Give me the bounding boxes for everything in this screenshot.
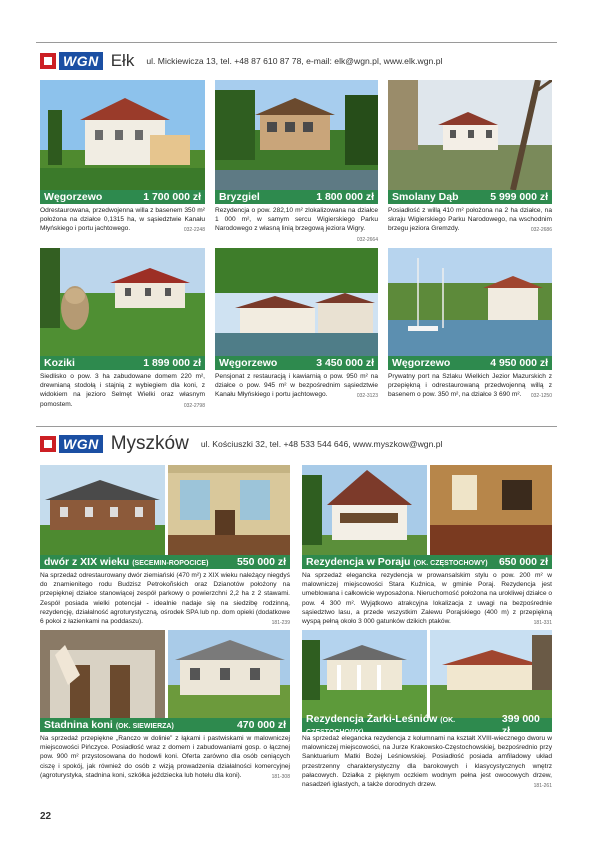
listing-price: 3 450 000 zł: [316, 357, 374, 369]
description-text: Na sprzedaż elegancka rezydencja z kolumnami na kształt XVIII-wiecznego dworu w malowniczej miejscowości, na Jurze Krakowsko-Częstochowskiej, bezpośrednio przy Sanktuarium Matki Bożej Leśniowskiej. Posiadłość posiada amfiladowy układ przestrzenny charakterystyczny dla barokowych i klasycystycznych wnętrz pałacowych. Działka z pięknym oczkiem wodnym pełna jest owocowych drzew, nasadzeń iglastych, a także dorodnych drzew.: [302, 735, 552, 789]
listing-sublocation: (SECEMIN-ROPOCICE): [132, 560, 209, 567]
price-bar: [215, 356, 378, 370]
property-photo: [388, 80, 552, 190]
listing-price: 399 000 zł: [501, 713, 540, 737]
office-city: Ełk: [110, 51, 135, 70]
listing-description: [388, 372, 552, 402]
property-photo: [388, 248, 552, 356]
price-bar: [40, 718, 290, 732]
listing-location: Węgorzewo: [44, 191, 103, 203]
listing-location: Rezydencja w Poraju (OK. CZĘSTOCHOWY): [306, 556, 488, 568]
top-divider: [36, 42, 557, 43]
listing-card[interactable]: [40, 248, 205, 410]
description-text: Pensjonat z restauracją i kawiarnią o pow. 950 m² na działce o pow. 945 m² w bezpośrednim sąsiedztwie Kanału Młyńskiego i portu jachtowego.: [215, 373, 378, 399]
listing-location: Bryzgiel: [219, 191, 260, 203]
listing-location: Rezydencja Żarki-Leśniów (OK. CZĘSTOCHOWY): [306, 713, 456, 736]
listing-card[interactable]: [215, 248, 378, 410]
listing-card[interactable]: [302, 465, 552, 630]
office-contact: ul. Mickiewicza 13, tel. +48 87 610 87 78, e-mail: elk@wgn.pl, www.elk.wgn.pl: [146, 56, 443, 66]
listing-price: 1 700 000 zł: [143, 191, 201, 203]
property-photo: [40, 80, 205, 190]
listing-code: 181-308: [271, 773, 290, 780]
property-photo: [302, 630, 552, 718]
listing-sublocation: (OK. CZĘSTOCHOWY): [306, 717, 456, 736]
description-text: Prywatny port na Szlaku Wielkich Jezior Mazurskich z przepiękną i odrestaurowaną przedwojenną willą z basenem o pow. 350 m², na działce 3 690 m².: [388, 373, 552, 399]
listing-price: 550 000 zł: [236, 556, 286, 568]
listing-code: 181-261: [533, 783, 552, 790]
price-bar: [215, 190, 378, 204]
listing-location: Smolany Dąb: [392, 191, 459, 203]
price-bar: [302, 555, 552, 569]
listing-location: Węgorzewo: [219, 357, 278, 369]
office-header-elk: [40, 47, 442, 75]
listing-description: [302, 734, 552, 791]
listing-description: [388, 206, 552, 236]
listing-description: [215, 206, 378, 245]
description-text: Odrestaurowana, przedwojenna willa z basenem 350 m² położona na działce 0,1315 ha, w sąsiedztwie Kanału Młyńskiego i portu jachtowego.: [40, 207, 205, 233]
price-bar: [388, 190, 552, 204]
listing-price: 650 000 zł: [498, 556, 548, 568]
description-text: Na sprzedaż odrestaurowany dwór ziemiański (470 m²) z XIX wieku należący niegdyś do znamienitego rodu Budzisz Petrokoñskich oraz Dzianotów położony na przepięknej działce stanowiącej zespół parkowy o powierzchni 2,2 ha z 2 stawami. Zespół posiada wielki potencjał - idealnie nadaje się na siedzibę rodzinną, rezydencję, działalność agroturystyczną, ośrodek SPA lub np. dom opieki (dodatkowe 6 pokoi z łazienkami na poddaszu).: [40, 572, 290, 626]
listing-sublocation: (OK. SIEWIERZA): [115, 723, 174, 730]
listing-description: [40, 734, 290, 782]
wgn-logo: [40, 435, 103, 453]
listing-description: [302, 571, 552, 628]
listing-card[interactable]: [388, 80, 552, 242]
listing-card[interactable]: [215, 80, 378, 242]
listing-card[interactable]: [388, 248, 552, 410]
wgn-logo: [40, 52, 103, 70]
property-photo: [215, 80, 378, 190]
listing-card[interactable]: [40, 465, 290, 630]
description-text: Siedlisko o pow. 3 ha zabudowane domem 220 m², drewnianą stodołą i stajnią z wybiegiem dla koni, z widokiem na jezioro Selmęt Wielki oraz własnym pomostem.: [40, 373, 205, 408]
section-divider: [36, 426, 557, 427]
office-header-myszkow: [40, 430, 442, 458]
description-text: Na sprzedaż przepiękne „Ranczo w dolinie” z łąkami i pastwiskami w malowniczej miejscowości Pińczyce. Posiadłość wraz z domem i zabudowaniami gosp. o łącznej pow. 900 m² przystosowana do hodowli koni. Oferta zarówno dla osób ceniących ciszę i spokój, jak również do osób z wizją prowadzenia działalności komercyjnej (agroturystyka, stadnina koni, szkółka jeździecka lub hotelu dla koni).: [40, 735, 290, 779]
listing-description: [40, 206, 205, 236]
page-number: 22: [40, 811, 52, 822]
listing-price: 1 899 000 zł: [143, 357, 201, 369]
property-photo: [40, 465, 290, 555]
office-city: Myszków: [110, 433, 189, 454]
listing-code: 032-2664: [356, 236, 378, 243]
price-bar: [302, 713, 552, 737]
price-bar: [40, 190, 205, 204]
property-photo: [302, 465, 552, 555]
listing-price: 470 000 zł: [236, 719, 286, 731]
listing-code: 181-331: [533, 620, 552, 627]
property-photo: [40, 248, 205, 356]
listing-price: 5 999 000 zł: [490, 191, 548, 203]
logo-square-icon: [40, 436, 56, 452]
listing-card[interactable]: [302, 630, 552, 795]
listing-code: 032-2686: [530, 227, 552, 234]
listing-location: Stadnina koni (OK. SIEWIERZA): [44, 719, 174, 731]
listing-sublocation: (OK. CZĘSTOCHOWY): [413, 560, 488, 567]
listing-code: 032-1250: [530, 393, 552, 400]
property-photo: [40, 630, 290, 718]
description-text: Na sprzedaż elegancka rezydencja w prowansalskim stylu o pow. 200 m² w malowniczej miejscowości Stara Kuźnica, w gminie Poraj. Rezydencja jest umeblowana i całkowicie wyposażona. Nieruchomość położona na urokliwej działce o pow. 4 300 m². Wyjątkowo atrakcyjna lokalizacja z uwagi na bezpośrednie sąsiedztwo lasu, a przede wszystkim Zalewu Porajskiego (400 m) z przepiękną wyspą pełną około 3 000 gatunków dzikich ptaków.: [302, 572, 552, 626]
price-bar: [40, 555, 290, 569]
listing-code: 032-3123: [356, 393, 378, 400]
price-bar: [40, 356, 205, 370]
listing-description: [40, 571, 290, 628]
listing-location: Węgorzewo: [392, 357, 451, 369]
price-bar: [388, 356, 552, 370]
listing-description: [215, 372, 378, 402]
listing-price: 4 950 000 zł: [490, 357, 548, 369]
listing-code: 032-2798: [183, 402, 205, 409]
listing-location: dwór z XIX wieku (SECEMIN-ROPOCICE): [44, 556, 209, 568]
logo-wordmark: WGN: [59, 52, 103, 70]
listing-card[interactable]: [40, 80, 205, 242]
listing-price: 1 800 000 zł: [316, 191, 374, 203]
listing-code: 181-239: [271, 620, 290, 627]
listing-code: 032-2248: [183, 227, 205, 234]
logo-square-icon: [40, 53, 56, 69]
listing-location: Koziki: [44, 357, 75, 369]
listing-description: [40, 372, 205, 411]
office-contact: ul. Kościuszki 32, tel. +48 533 544 646, www.myszkow@wgn.pl: [200, 439, 443, 449]
description-text: Posiadłość z willą 410 m² położona na 2 ha działce, na skraju Wigierskiego Parku Narodowego, na wschodnim brzegu jeziora Gremzdy.: [388, 207, 552, 233]
description-text: Rezydencja o pow. 282,10 m² zlokalizowana na działce 1 000 m², w samym sercu Wigierskiego Parku Narodowego z własną linią brzegową jeziora Wigry.: [215, 207, 378, 233]
logo-wordmark: WGN: [59, 435, 103, 453]
property-photo: [215, 248, 378, 356]
listing-card[interactable]: [40, 630, 290, 795]
